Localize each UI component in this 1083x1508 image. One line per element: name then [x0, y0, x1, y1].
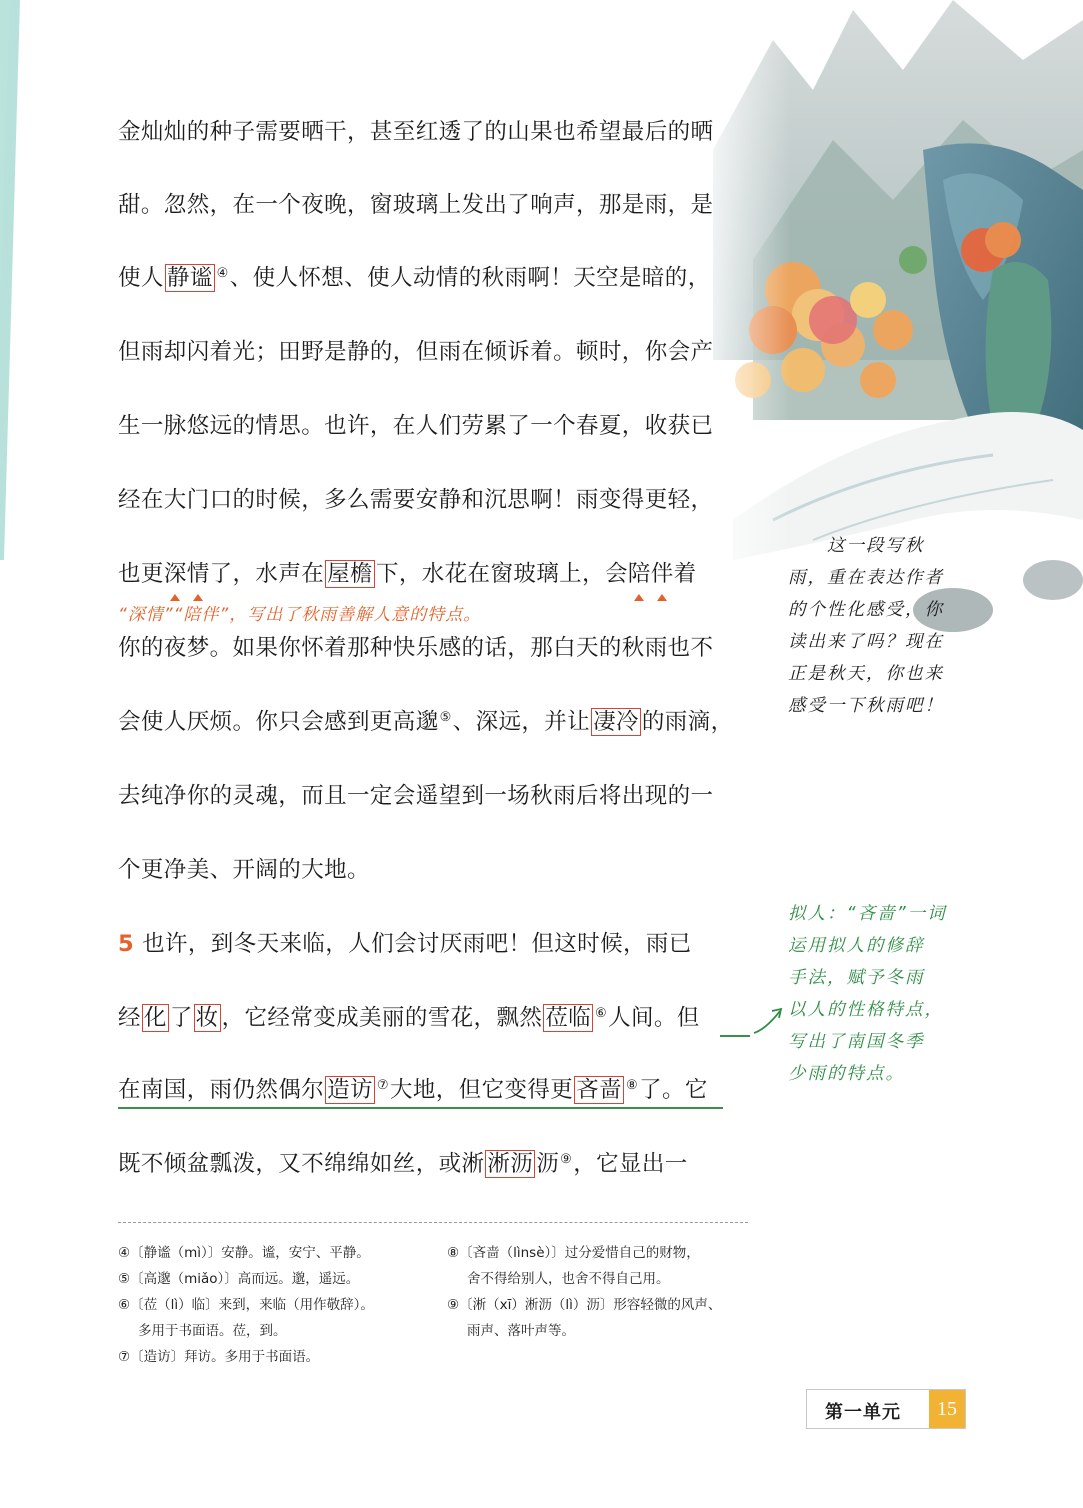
body-line: [118, 117, 758, 147]
side-note-autumn-rain: [788, 530, 978, 722]
footnote-line: ⑥〔莅（lì）临〕来到，来临（用作敬辞）。: [118, 1297, 374, 1313]
side-note-line: 这一段写秋: [788, 536, 925, 556]
body-line: [118, 411, 758, 441]
key-word-box: 屋檐: [327, 561, 373, 587]
key-word-box: 造访: [327, 1077, 373, 1103]
footnote-marker: ⑤: [439, 709, 452, 725]
text-run: 了: [169, 1005, 193, 1031]
body-line: [118, 1149, 758, 1179]
footnote-line: 多用于书面语。莅，到。: [138, 1323, 287, 1339]
text-run: 人间。但: [608, 1005, 700, 1031]
side-note-line: 读出来了吗？现在: [788, 632, 944, 652]
text-run: 个更净美、开阔的大地。: [118, 857, 370, 883]
accent-marked-char: 陪: [627, 561, 651, 587]
footnote-line: ⑨〔淅（xī）淅沥（lì）沥〕形容轻微的风声、: [447, 1297, 722, 1313]
text-run: 在南国，雨仍然偶尔: [118, 1077, 325, 1103]
text-run: 既不倾盆瓢泼，又不绵绵如丝，或淅: [118, 1151, 485, 1177]
key-word-box: 莅临: [545, 1005, 592, 1031]
accent-marked-char: 深: [163, 561, 187, 587]
footnote-marker: ⑦: [376, 1077, 389, 1093]
unit-label: 第一单元: [825, 1402, 901, 1423]
body-line: [118, 855, 758, 885]
side-note-line: 正是秋天，你也来: [788, 664, 944, 684]
footnotes-right-column: [447, 1240, 757, 1344]
accent-marked-char: 伴: [650, 561, 674, 587]
body-line: [118, 485, 758, 515]
body-line: [118, 190, 758, 220]
text-run: 会使人厌烦。你只会感到更高邈: [118, 709, 439, 735]
text-run: ，它显出一: [573, 1151, 688, 1177]
key-word-box: 静谧: [166, 265, 213, 291]
text-run: 金灿灿的种子需要晒干，甚至红透了的山果也希望最后的晒: [118, 119, 714, 145]
footnote-line: 雨声、落叶声等。: [467, 1323, 575, 1339]
body-line: [118, 929, 758, 959]
body-line: [118, 781, 758, 811]
text-run: 沥: [536, 1151, 560, 1177]
annotation-shenqing-peiban: “深情”“陪伴”，写出了秋雨善解人意的特点。: [118, 605, 482, 625]
side-note-line: 手法，赋予冬雨: [788, 968, 925, 988]
footnote-separator: [118, 1222, 748, 1223]
footnote-line: 舍不得给别人，也舍不得自己用。: [467, 1271, 670, 1287]
footnote-marker: ⑥: [595, 1005, 608, 1021]
text-run: 甜。忽然，在一个夜晚，窗玻璃上发出了响声，那是雨，是: [118, 192, 714, 218]
key-word-box: 化: [143, 1005, 167, 1031]
footnote-line: ④〔静谧（mì）〕安静。谧，安宁、平静。: [118, 1245, 370, 1261]
text-run: 经: [118, 1005, 141, 1031]
accent-marked-char: 情: [186, 561, 210, 587]
text-run: 的雨滴，: [641, 709, 734, 735]
footnote-line: ⑤〔高邈（miǎo）〕高而远。邈，遥远。: [118, 1271, 360, 1287]
side-note-line: 少雨的特点。: [788, 1064, 905, 1084]
footnote-line: ⑧〔吝啬（lìnsè）〕过分爱惜自己的财物，: [447, 1245, 700, 1261]
text-run: 你的夜梦。如果你怀着那种快乐感的话，那白天的秋雨也不: [118, 635, 714, 661]
text-run: 、深远，并让: [452, 709, 591, 735]
text-run: 、使人怀想、使人动情的秋雨啊！天空是暗的，: [229, 265, 711, 291]
page-footer: [806, 1389, 966, 1429]
side-note-line: 感受一下秋雨吧！: [788, 696, 944, 716]
key-word-box: 凄冷: [593, 709, 639, 735]
body-line: [118, 1003, 758, 1033]
text-run: 下，水花在窗玻璃上，会: [375, 561, 628, 587]
left-accent-strip: [0, 0, 20, 560]
footnote-marker: ⑧: [626, 1077, 639, 1093]
side-note-line: 雨，重在表达作者: [788, 568, 944, 588]
text-run: 了，水声在: [209, 561, 325, 587]
body-line: [118, 1075, 758, 1105]
page-number: 15: [929, 1390, 965, 1428]
underline-south-sentence-2: [118, 1107, 723, 1109]
side-note-personification: [788, 898, 978, 1090]
footnotes-left-column: [118, 1240, 448, 1370]
text-run: 了。它: [639, 1077, 708, 1103]
key-word-box: 淅沥: [487, 1151, 534, 1177]
side-note-line: 拟人：“吝啬”一词: [788, 904, 947, 924]
text-run: 大地，但它变得更: [389, 1077, 574, 1103]
side-note-line: 写出了南国冬季: [788, 1032, 925, 1052]
arrow-icon: [752, 1005, 788, 1035]
side-note-line: 以人的性格特点，: [788, 1000, 944, 1020]
key-word-box: 吝啬: [576, 1077, 622, 1103]
text-run: 但雨却闪着光；田野是静的，但雨在倾诉着。顿时，你会产: [118, 339, 714, 365]
text-run: 着: [673, 561, 697, 587]
text-run: 生一脉悠远的情思。也许，在人们劳累了一个春夏，收获已: [118, 413, 714, 439]
side-note-line: 运用拟人的修辞: [788, 936, 925, 956]
footnote-marker: ⑨: [560, 1151, 573, 1167]
footnote-line: ⑦〔造访〕拜访。多用于书面语。: [118, 1349, 320, 1365]
body-line: [118, 263, 758, 293]
text-run: ，它经常变成美丽的雪花，飘然: [221, 1005, 543, 1031]
key-word-box: 妆: [195, 1005, 219, 1031]
text-run: 使人: [118, 265, 164, 291]
text-run: 经在大门口的时候，多么需要安静和沉思啊！雨变得更轻，: [118, 487, 714, 513]
text-run: 也更: [118, 561, 164, 587]
body-line: [118, 633, 758, 663]
side-note-line: 的个性化感受，你: [788, 600, 944, 620]
footnote-marker: ④: [216, 265, 229, 281]
text-run: 也许，到冬天来临，人们会讨厌雨吧！但这时候，雨已: [142, 931, 692, 957]
underline-south-sentence: [720, 1035, 750, 1037]
body-line: [118, 337, 758, 367]
body-line: [118, 707, 758, 737]
body-line: [118, 559, 758, 589]
text-run: 去纯净你的灵魂，而且一定会遥望到一场秋雨后将出现的一: [118, 783, 714, 809]
paragraph-number: 5: [118, 931, 135, 957]
